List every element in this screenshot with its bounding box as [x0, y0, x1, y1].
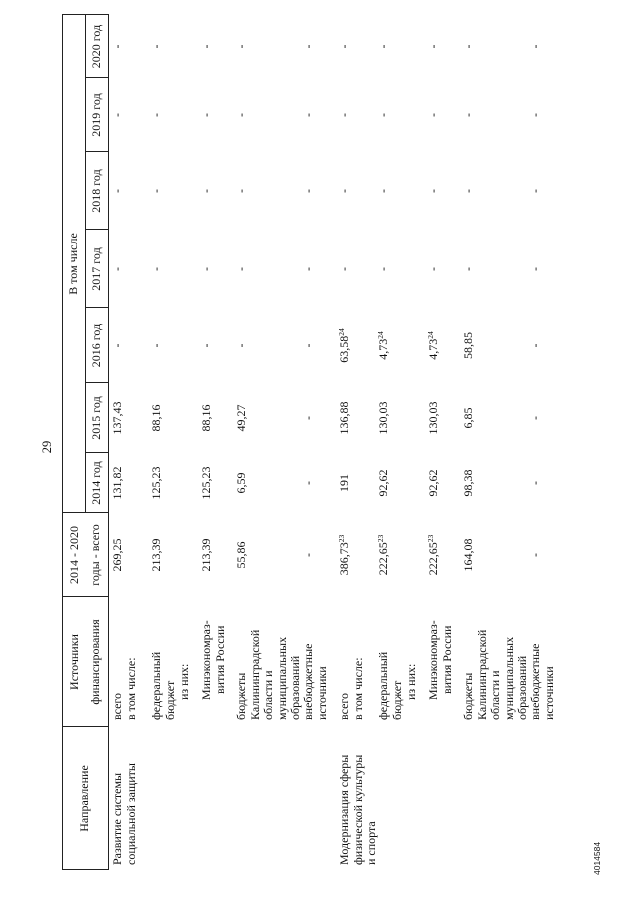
- value-cell: [529, 78, 543, 152]
- value-text: 4,73: [376, 338, 390, 360]
- value-cell: [462, 453, 476, 513]
- value-text: 269,25: [110, 538, 124, 572]
- value-text: 4,73: [426, 338, 440, 360]
- source-line: бюджеты: [234, 672, 248, 720]
- value-cell: [111, 78, 125, 152]
- value-cell: [338, 513, 352, 597]
- source-line: образований: [515, 655, 529, 720]
- value-cell: [200, 15, 214, 78]
- value-cell: [462, 230, 476, 308]
- value-cell: [150, 383, 164, 453]
- value-cell: [150, 152, 164, 230]
- value-cell: [427, 453, 441, 513]
- value-text: -: [149, 189, 163, 193]
- value-text: -: [149, 343, 163, 348]
- value-cell: [200, 308, 214, 383]
- value-cell: [235, 383, 249, 453]
- header-year: 2014 год: [88, 461, 103, 505]
- value-cell: [338, 383, 352, 453]
- value-text: -: [528, 416, 542, 420]
- value-cell: [111, 453, 125, 513]
- header-total-line: годы - всего: [88, 524, 102, 586]
- value-cell: [302, 453, 316, 513]
- value-text: 136,88: [337, 401, 351, 435]
- source-line: образований: [288, 655, 302, 720]
- source-line: источники: [314, 666, 329, 720]
- value-text: -: [110, 267, 124, 271]
- source-cell: [338, 693, 352, 720]
- value-cell: [235, 453, 249, 513]
- value-cell: [338, 78, 352, 152]
- value-text: 88,16: [199, 404, 213, 432]
- value-text: -: [149, 44, 163, 49]
- value-cell: [377, 383, 391, 453]
- value-text: -: [528, 481, 542, 485]
- source-line: источники: [541, 666, 556, 720]
- value-text: 213,39: [149, 538, 163, 572]
- value-text: -: [426, 189, 440, 193]
- source-cell: [125, 657, 139, 720]
- value-text: -: [301, 553, 315, 557]
- value-text: 191: [337, 474, 351, 492]
- header-year: 2015 год: [88, 396, 103, 440]
- value-cell: [302, 15, 316, 78]
- value-cell: [111, 383, 125, 453]
- value-cell: [529, 230, 543, 308]
- table-row: [111, 0, 125, 905]
- value-text: -: [110, 44, 124, 49]
- footnote-mark: 24: [337, 328, 346, 336]
- source-cell: [405, 664, 419, 700]
- source-cell: [462, 630, 530, 720]
- footnote-mark: 23: [337, 534, 346, 543]
- value-text: -: [337, 113, 351, 117]
- source-cell: [178, 664, 192, 700]
- value-cell: [235, 308, 249, 383]
- value-text: -: [528, 113, 542, 117]
- source-line: федеральный: [376, 651, 390, 720]
- value-cell: [529, 513, 543, 597]
- value-cell: [338, 230, 352, 308]
- value-text: -: [301, 343, 315, 348]
- value-text: -: [199, 267, 213, 271]
- source-cell: [302, 644, 329, 721]
- value-text: -: [528, 189, 542, 193]
- value-text: -: [528, 553, 542, 557]
- value-cell: [529, 152, 543, 230]
- table-row: [461, 0, 529, 905]
- value-text: -: [376, 113, 390, 117]
- source-line: вития России: [439, 625, 454, 694]
- value-cell: [302, 230, 316, 308]
- value-text: -: [110, 113, 124, 117]
- value-text: -: [337, 44, 351, 49]
- value-text: -: [376, 189, 390, 193]
- value-text: -: [110, 343, 124, 348]
- source-cell: [235, 630, 303, 720]
- value-text: -: [301, 416, 315, 420]
- value-cell: [427, 230, 441, 308]
- value-text: -: [110, 189, 124, 193]
- header-year: 2017 год: [88, 247, 103, 291]
- value-cell: [235, 513, 249, 597]
- source-cell: [427, 620, 454, 700]
- value-cell: [462, 15, 476, 78]
- value-text: 213,39: [199, 538, 213, 572]
- table-row: [125, 0, 139, 905]
- value-text: 63,58: [337, 335, 351, 363]
- document-code: 4014584: [592, 841, 602, 875]
- source-line: всего: [337, 692, 351, 720]
- value-cell: [111, 15, 125, 78]
- header-year: 2016 год: [88, 323, 103, 368]
- value-text: 98,38: [461, 469, 475, 497]
- value-cell: [462, 383, 476, 453]
- header-sources-line: Источники: [67, 634, 81, 690]
- source-line: внебюджетные: [301, 643, 315, 720]
- value-cell: [529, 383, 543, 453]
- value-text: 164,08: [461, 538, 475, 572]
- value-text: -: [301, 481, 315, 485]
- value-text: 137,43: [110, 401, 124, 435]
- value-cell: [150, 308, 164, 383]
- source-line: бюджеты: [461, 672, 475, 720]
- value-cell: [462, 152, 476, 230]
- header-year: 2018 год: [88, 169, 103, 213]
- value-text: -: [301, 113, 315, 117]
- value-text: -: [528, 343, 542, 348]
- value-text: -: [301, 267, 315, 271]
- footnote-mark: 24: [426, 331, 435, 339]
- value-text: 92,62: [376, 469, 390, 497]
- source-line: бюджет: [389, 680, 404, 720]
- value-text: -: [234, 44, 248, 49]
- value-text: 130,03: [376, 401, 390, 435]
- source-line: муниципальных: [501, 636, 516, 720]
- direction-line: Модернизация сферы: [337, 754, 351, 865]
- table-row: [338, 0, 352, 905]
- table-row: [528, 0, 556, 905]
- value-text: 222,65: [376, 542, 390, 576]
- value-text: 222,65: [426, 542, 440, 576]
- table-row: [426, 0, 454, 905]
- source-line: муниципальных: [274, 636, 289, 720]
- value-text: 6,85: [461, 407, 475, 429]
- value-cell: [427, 152, 441, 230]
- value-cell: [200, 230, 214, 308]
- value-cell: [377, 230, 391, 308]
- value-cell: [462, 78, 476, 152]
- source-cell: [529, 644, 556, 721]
- value-text: -: [461, 44, 475, 49]
- value-text: -: [199, 189, 213, 193]
- table-row: [149, 0, 177, 905]
- value-cell: [427, 15, 441, 78]
- value-cell: [529, 308, 543, 383]
- header-year: 2019 год: [88, 93, 103, 137]
- value-cell: [200, 513, 214, 597]
- value-cell: [302, 152, 316, 230]
- header-including-label: В том числе: [65, 233, 80, 295]
- header-year: 2020 год: [88, 24, 103, 69]
- value-text: -: [199, 113, 213, 117]
- value-text: -: [461, 267, 475, 271]
- value-cell: [338, 152, 352, 230]
- table-row: [376, 0, 404, 905]
- value-text: -: [234, 267, 248, 271]
- direction-line: социальной защиты: [123, 763, 138, 865]
- source-line: в том числе:: [124, 657, 138, 720]
- value-cell: [529, 453, 543, 513]
- direction-line: и спорта: [364, 821, 378, 865]
- source-line: всего: [110, 692, 124, 720]
- value-text: -: [376, 267, 390, 271]
- value-cell: [302, 513, 316, 597]
- value-cell: [338, 15, 352, 78]
- value-cell: [302, 308, 316, 383]
- table-row: [301, 0, 329, 905]
- source-cell: [352, 657, 366, 720]
- value-cell: [377, 78, 391, 152]
- value-cell: [111, 513, 125, 597]
- source-line: бюджет: [162, 680, 177, 720]
- value-text: 49,27: [234, 404, 248, 432]
- value-cell: [200, 383, 214, 453]
- value-text: -: [337, 189, 351, 193]
- source-cell: [150, 652, 177, 720]
- value-cell: [462, 513, 476, 597]
- value-cell: [338, 308, 352, 383]
- value-text: -: [234, 343, 248, 348]
- value-text: -: [426, 267, 440, 271]
- value-cell: [302, 383, 316, 453]
- source-line: из них:: [404, 663, 418, 700]
- value-cell: [235, 78, 249, 152]
- value-cell: [200, 78, 214, 152]
- source-line: в том числе:: [351, 657, 365, 720]
- value-text: -: [149, 267, 163, 271]
- value-cell: [235, 15, 249, 78]
- source-line: области и: [488, 670, 502, 720]
- value-cell: [111, 308, 125, 383]
- value-text: -: [337, 267, 351, 271]
- value-cell: [338, 453, 352, 513]
- source-line: Калининградской: [474, 629, 489, 720]
- value-text: -: [301, 189, 315, 193]
- header-total-line: 2014 - 2020: [67, 526, 81, 584]
- value-text: 131,82: [110, 466, 124, 500]
- value-cell: [377, 453, 391, 513]
- source-line: области и: [261, 670, 275, 720]
- table-row: [405, 0, 419, 905]
- value-cell: [377, 15, 391, 78]
- value-text: 125,23: [199, 466, 213, 500]
- footnote-mark: 24: [376, 331, 385, 339]
- source-cell: [111, 693, 125, 720]
- value-cell: [377, 513, 391, 597]
- value-text: 125,23: [149, 466, 163, 500]
- direction-line: физической культуры: [350, 754, 365, 865]
- value-cell: [427, 513, 441, 597]
- value-cell: [150, 230, 164, 308]
- value-text: -: [376, 44, 390, 49]
- value-cell: [111, 152, 125, 230]
- source-line: из них:: [177, 663, 191, 700]
- value-cell: [150, 15, 164, 78]
- value-cell: [529, 15, 543, 78]
- value-text: -: [301, 44, 315, 49]
- table-row: [352, 0, 366, 905]
- value-cell: [377, 152, 391, 230]
- header-direction-label: Направление: [77, 765, 92, 832]
- value-text: -: [234, 113, 248, 117]
- table-group: [338, 0, 588, 905]
- value-text: -: [426, 113, 440, 117]
- value-text: 386,73: [337, 542, 351, 576]
- value-text: -: [528, 267, 542, 271]
- value-cell: [235, 230, 249, 308]
- value-cell: [150, 453, 164, 513]
- value-text: -: [199, 343, 213, 348]
- source-cell: [377, 652, 404, 720]
- source-line: федеральный: [149, 651, 163, 720]
- value-text: 130,03: [426, 401, 440, 435]
- header-sources-line: финансирования: [88, 619, 102, 705]
- value-cell: [427, 78, 441, 152]
- value-cell: [200, 152, 214, 230]
- value-text: -: [528, 44, 542, 49]
- value-text: 6,59: [234, 472, 248, 494]
- source-line: Минэкономраз-: [199, 620, 213, 700]
- value-text: -: [234, 189, 248, 193]
- value-text: -: [149, 113, 163, 117]
- value-cell: [111, 230, 125, 308]
- value-cell: [235, 152, 249, 230]
- value-text: -: [199, 44, 213, 49]
- value-cell: [427, 308, 441, 383]
- source-line: Калининградской: [247, 629, 262, 720]
- value-cell: [427, 383, 441, 453]
- value-text: -: [426, 44, 440, 49]
- value-cell: [150, 513, 164, 597]
- direction-line: Развитие системы: [110, 772, 124, 865]
- footnote-mark: 23: [426, 534, 435, 543]
- value-cell: [150, 78, 164, 152]
- source-line: Минэкономраз-: [426, 620, 440, 700]
- page-number: 29: [40, 440, 54, 454]
- value-cell: [200, 453, 214, 513]
- value-cell: [377, 308, 391, 383]
- value-cell: [462, 308, 476, 383]
- table-row: [178, 0, 192, 905]
- value-text: 55,86: [234, 541, 248, 569]
- value-text: 58,85: [461, 332, 475, 359]
- table-row: [234, 0, 302, 905]
- source-cell: [200, 620, 227, 700]
- footnote-mark: 23: [376, 534, 385, 543]
- value-text: -: [461, 189, 475, 193]
- value-text: 88,16: [149, 404, 163, 432]
- source-line: вития России: [212, 625, 227, 694]
- table-row: [199, 0, 227, 905]
- value-text: -: [461, 113, 475, 117]
- source-line: внебюджетные: [528, 643, 542, 720]
- value-text: 92,62: [426, 469, 440, 497]
- value-cell: [302, 78, 316, 152]
- table-group: [111, 0, 361, 905]
